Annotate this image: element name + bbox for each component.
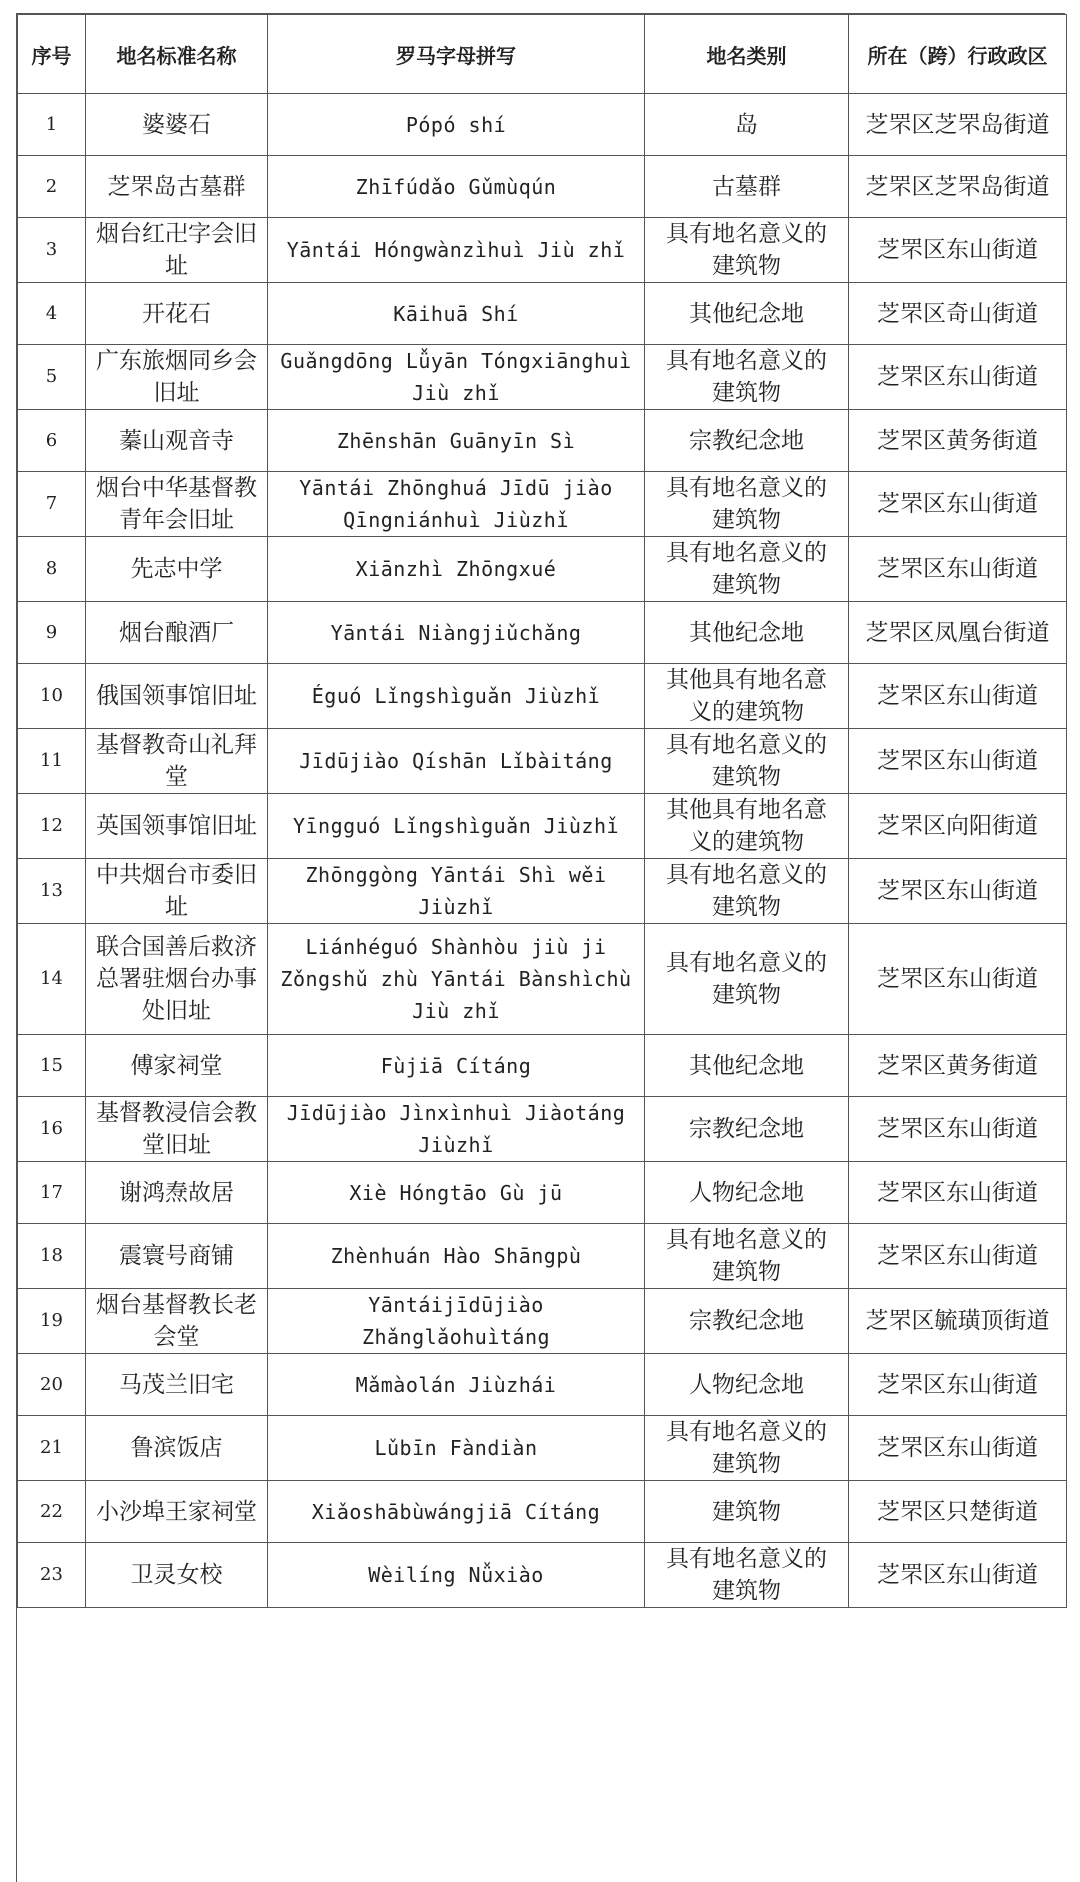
table-row	[18, 664, 1067, 729]
cell-place-category: 岛	[645, 94, 849, 156]
cell-administrative-region: 芝罘区黄务街道	[849, 1035, 1067, 1097]
table-row	[18, 218, 1067, 283]
cell-place-category: 具有地名意义的建筑物	[645, 1543, 849, 1608]
cell-place-category: 宗教纪念地	[645, 410, 849, 472]
cell-standard-name: 婆婆石	[86, 94, 268, 156]
header-standard-name: 地名标准名称	[86, 15, 268, 94]
cell-administrative-region: 芝罘区东山街道	[849, 1416, 1067, 1481]
cell-standard-name: 开花石	[86, 283, 268, 345]
table-row	[18, 1035, 1067, 1097]
table-row	[18, 794, 1067, 859]
cell-administrative-region: 芝罘区东山街道	[849, 537, 1067, 602]
cell-roman-spelling: Zhènhuán Hào Shāngpù	[268, 1224, 645, 1289]
cell-serial-number: 14	[18, 924, 86, 1035]
cell-administrative-region: 芝罘区东山街道	[849, 924, 1067, 1035]
cell-administrative-region: 芝罘区凤凰台街道	[849, 602, 1067, 664]
table-row	[18, 924, 1067, 1035]
cell-place-category: 具有地名意义的建筑物	[645, 729, 849, 794]
cell-serial-number: 19	[18, 1289, 86, 1354]
cell-standard-name: 俄国领事馆旧址	[86, 664, 268, 729]
cell-place-category: 宗教纪念地	[645, 1289, 849, 1354]
table-row	[18, 156, 1067, 218]
cell-serial-number: 17	[18, 1162, 86, 1224]
cell-roman-spelling: Éguó Lǐngshìguǎn Jiùzhǐ	[268, 664, 645, 729]
table-row	[18, 1162, 1067, 1224]
cell-standard-name: 烟台酿酒厂	[86, 602, 268, 664]
cell-standard-name: 鲁滨饭店	[86, 1416, 268, 1481]
table-row	[18, 1289, 1067, 1354]
table-row	[18, 1097, 1067, 1162]
cell-serial-number: 4	[18, 283, 86, 345]
cell-standard-name: 小沙埠王家祠堂	[86, 1481, 268, 1543]
table-row	[18, 410, 1067, 472]
cell-roman-spelling: Fùjiā Cítáng	[268, 1035, 645, 1097]
cell-serial-number: 7	[18, 472, 86, 537]
cell-standard-name: 蓁山观音寺	[86, 410, 268, 472]
cell-serial-number: 6	[18, 410, 86, 472]
cell-standard-name: 烟台中华基督教青年会旧址	[86, 472, 268, 537]
cell-place-category: 具有地名意义的建筑物	[645, 1224, 849, 1289]
cell-standard-name: 基督教浸信会教堂旧址	[86, 1097, 268, 1162]
cell-standard-name: 震寰号商铺	[86, 1224, 268, 1289]
cell-serial-number: 3	[18, 218, 86, 283]
cell-standard-name: 中共烟台市委旧址	[86, 859, 268, 924]
cell-place-category: 其他具有地名意义的建筑物	[645, 794, 849, 859]
cell-serial-number: 18	[18, 1224, 86, 1289]
cell-serial-number: 10	[18, 664, 86, 729]
cell-roman-spelling: Liánhéguó Shànhòu jiù ji Zǒngshǔ zhù Yāntái Bànshìchù Jiù zhǐ	[268, 924, 645, 1035]
cell-standard-name: 烟台红卍字会旧址	[86, 218, 268, 283]
cell-standard-name: 先志中学	[86, 537, 268, 602]
cell-administrative-region: 芝罘区芝罘岛街道	[849, 94, 1067, 156]
cell-standard-name: 广东旅烟同乡会旧址	[86, 345, 268, 410]
cell-standard-name: 基督教奇山礼拜堂	[86, 729, 268, 794]
cell-place-category: 具有地名意义的建筑物	[645, 1416, 849, 1481]
cell-serial-number: 16	[18, 1097, 86, 1162]
cell-roman-spelling: Yāntái Hóngwànzìhuì Jiù zhǐ	[268, 218, 645, 283]
cell-standard-name: 马茂兰旧宅	[86, 1354, 268, 1416]
cell-roman-spelling: Yīngguó Lǐngshìguǎn Jiùzhǐ	[268, 794, 645, 859]
cell-standard-name: 英国领事馆旧址	[86, 794, 268, 859]
cell-serial-number: 15	[18, 1035, 86, 1097]
cell-standard-name: 傅家祠堂	[86, 1035, 268, 1097]
cell-administrative-region: 芝罘区东山街道	[849, 1354, 1067, 1416]
cell-roman-spelling: Kāihuā Shí	[268, 283, 645, 345]
table-row	[18, 537, 1067, 602]
cell-place-category: 具有地名意义的建筑物	[645, 218, 849, 283]
cell-administrative-region: 芝罘区东山街道	[849, 472, 1067, 537]
cell-place-category: 具有地名意义的建筑物	[645, 924, 849, 1035]
cell-serial-number: 8	[18, 537, 86, 602]
cell-standard-name: 烟台基督教长老会堂	[86, 1289, 268, 1354]
cell-administrative-region: 芝罘区只楚街道	[849, 1481, 1067, 1543]
place-name-table	[17, 14, 1067, 1608]
cell-serial-number: 22	[18, 1481, 86, 1543]
cell-serial-number: 12	[18, 794, 86, 859]
cell-roman-spelling: Mǎmàolán Jiùzhái	[268, 1354, 645, 1416]
cell-serial-number: 20	[18, 1354, 86, 1416]
table-row	[18, 472, 1067, 537]
cell-serial-number: 21	[18, 1416, 86, 1481]
cell-serial-number: 11	[18, 729, 86, 794]
cell-place-category: 其他具有地名意义的建筑物	[645, 664, 849, 729]
table-row	[18, 859, 1067, 924]
cell-serial-number: 23	[18, 1543, 86, 1608]
table-row	[18, 1416, 1067, 1481]
cell-serial-number: 9	[18, 602, 86, 664]
table-body	[18, 94, 1067, 1608]
cell-administrative-region: 芝罘区奇山街道	[849, 283, 1067, 345]
table-header-row	[18, 15, 1067, 94]
cell-serial-number: 13	[18, 859, 86, 924]
cell-administrative-region: 芝罘区东山街道	[849, 1543, 1067, 1608]
cell-standard-name: 卫灵女校	[86, 1543, 268, 1608]
cell-place-category: 其他纪念地	[645, 283, 849, 345]
cell-place-category: 宗教纪念地	[645, 1097, 849, 1162]
cell-roman-spelling: Xiānzhì Zhōngxué	[268, 537, 645, 602]
cell-administrative-region: 芝罘区向阳街道	[849, 794, 1067, 859]
cell-place-category: 建筑物	[645, 1481, 849, 1543]
cell-place-category: 其他纪念地	[645, 1035, 849, 1097]
cell-administrative-region: 芝罘区毓璜顶街道	[849, 1289, 1067, 1354]
cell-roman-spelling: Pópó shí	[268, 94, 645, 156]
cell-serial-number: 1	[18, 94, 86, 156]
cell-roman-spelling: Lǔbīn Fàndiàn	[268, 1416, 645, 1481]
cell-roman-spelling: Zhēnshān Guānyīn Sì	[268, 410, 645, 472]
cell-administrative-region: 芝罘区东山街道	[849, 664, 1067, 729]
cell-administrative-region: 芝罘区东山街道	[849, 1162, 1067, 1224]
cell-roman-spelling: Xiǎoshābùwángjiā Cítáng	[268, 1481, 645, 1543]
cell-roman-spelling: Yāntái Niàngjiǔchǎng	[268, 602, 645, 664]
cell-place-category: 具有地名意义的建筑物	[645, 472, 849, 537]
cell-standard-name: 联合国善后救济总署驻烟台办事处旧址	[86, 924, 268, 1035]
cell-administrative-region: 芝罘区东山街道	[849, 1097, 1067, 1162]
cell-place-category: 具有地名意义的建筑物	[645, 537, 849, 602]
table-row	[18, 1543, 1067, 1608]
cell-administrative-region: 芝罘区东山街道	[849, 345, 1067, 410]
table-row	[18, 602, 1067, 664]
cell-administrative-region: 芝罘区东山街道	[849, 1224, 1067, 1289]
cell-place-category: 古墓群	[645, 156, 849, 218]
cell-administrative-region: 芝罘区东山街道	[849, 218, 1067, 283]
table-row	[18, 1481, 1067, 1543]
cell-roman-spelling: Xiè Hóngtāo Gù jū	[268, 1162, 645, 1224]
table-row	[18, 345, 1067, 410]
cell-place-category: 具有地名意义的建筑物	[645, 859, 849, 924]
cell-roman-spelling: Jīdūjiào Jìnxìnhuì Jiàotáng Jiùzhǐ	[268, 1097, 645, 1162]
header-administrative-region: 所在（跨）行政政区	[849, 15, 1067, 94]
header-roman-spelling: 罗马字母拼写	[268, 15, 645, 94]
table-row	[18, 283, 1067, 345]
cell-serial-number: 2	[18, 156, 86, 218]
cell-roman-spelling: Yāntáijīdūjiào Zhǎnglǎohuìtáng	[268, 1289, 645, 1354]
cell-standard-name: 谢鸿焘故居	[86, 1162, 268, 1224]
cell-place-category: 人物纪念地	[645, 1354, 849, 1416]
cell-place-category: 人物纪念地	[645, 1162, 849, 1224]
cell-place-category: 其他纪念地	[645, 602, 849, 664]
cell-roman-spelling: Zhīfúdǎo Gǔmùqún	[268, 156, 645, 218]
place-name-table-container	[16, 13, 1065, 1882]
table-row	[18, 729, 1067, 794]
cell-serial-number: 5	[18, 345, 86, 410]
header-serial-number: 序号	[18, 15, 86, 94]
header-place-category: 地名类别	[645, 15, 849, 94]
cell-roman-spelling: Yāntái Zhōnghuá Jīdū jiào Qīngniánhuì Jiùzhǐ	[268, 472, 645, 537]
table-row	[18, 94, 1067, 156]
cell-standard-name: 芝罘岛古墓群	[86, 156, 268, 218]
cell-administrative-region: 芝罘区东山街道	[849, 859, 1067, 924]
cell-roman-spelling: Zhōnggòng Yāntái Shì wěi Jiùzhǐ	[268, 859, 645, 924]
cell-roman-spelling: Guǎngdōng Lǚyān Tóngxiānghuì Jiù zhǐ	[268, 345, 645, 410]
cell-administrative-region: 芝罘区黄务街道	[849, 410, 1067, 472]
table-row	[18, 1224, 1067, 1289]
cell-roman-spelling: Jīdūjiào Qíshān Lǐbàitáng	[268, 729, 645, 794]
table-row	[18, 1354, 1067, 1416]
cell-place-category: 具有地名意义的建筑物	[645, 345, 849, 410]
cell-roman-spelling: Wèilíng Nǚxiào	[268, 1543, 645, 1608]
cell-administrative-region: 芝罘区芝罘岛街道	[849, 156, 1067, 218]
cell-administrative-region: 芝罘区东山街道	[849, 729, 1067, 794]
